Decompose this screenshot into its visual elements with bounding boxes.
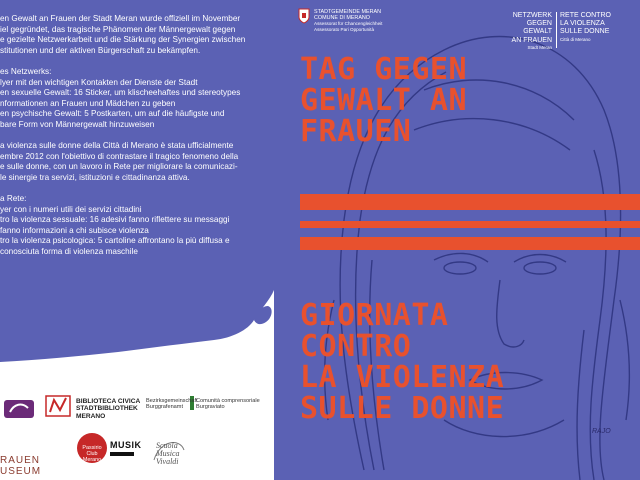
text-line: a violenza sulle donne della Città di Merano è stata ufficialmente bbox=[0, 141, 234, 151]
coat-of-arms-icon bbox=[298, 8, 310, 24]
text-line: iel gegründet, das tragische Phänomen der Männergewalt gegen bbox=[0, 24, 236, 34]
text-line: a Rete: bbox=[0, 194, 27, 204]
logo-text-line: Burggrafenamt bbox=[146, 404, 184, 411]
logo-text-line: Bezirksgemeinschaft bbox=[146, 398, 198, 404]
text-line: embre 2012 con l'obiettivo di contrastare il tragico fenomeno della bbox=[0, 151, 239, 161]
scuola-label bbox=[156, 442, 180, 466]
text-line: le sinergie tra servizi, istituzioni e cittadinanza attiva. bbox=[0, 172, 190, 182]
text-line: nformationen an Frauen und Mädchen zu geben bbox=[0, 98, 176, 108]
logo-text-line: RAUEN bbox=[0, 455, 41, 466]
bezirk-label bbox=[146, 398, 198, 411]
title-line: FRAUEN bbox=[300, 114, 412, 149]
comunita-label bbox=[196, 398, 260, 411]
logo-text-line: Club bbox=[86, 451, 98, 457]
accent-bar bbox=[300, 221, 640, 228]
right-panel bbox=[274, 0, 640, 480]
logo-text-line: Merano bbox=[82, 457, 102, 463]
network-line: NETZWERK bbox=[512, 12, 552, 19]
text-line: bare Form von Männergewalt hinzuweisen bbox=[0, 119, 155, 129]
text-line: tro la violenza sessuale: 16 adesivi fanno riflettere su messaggi bbox=[0, 215, 230, 225]
text-line: lyer mit den wichtigen Kontakten der Dienste der Stadt bbox=[0, 77, 198, 87]
biblioteca-logo bbox=[46, 396, 70, 416]
title-german bbox=[300, 54, 467, 147]
network-city-de: Stadt Meran bbox=[527, 44, 552, 50]
logo-text-line: STADTBIBLIOTHEK bbox=[76, 405, 138, 413]
header-divider bbox=[556, 12, 557, 48]
frauen-museum-label bbox=[0, 455, 41, 477]
department-de: Assessorat für Chancengleichheit bbox=[314, 21, 383, 27]
text-line: tro la violenza psicologica: 5 cartoline affrontano la più diffusa e bbox=[0, 236, 230, 246]
text-line: es Netzwerks: bbox=[0, 66, 52, 76]
logo-text-line: USEUM bbox=[0, 466, 42, 477]
frauen-museum-logo bbox=[4, 400, 34, 418]
text-line: conosciuta forma di violenza maschile bbox=[0, 247, 138, 257]
accent-bar bbox=[300, 237, 640, 250]
network-city-it: Città di Merano bbox=[560, 36, 591, 42]
network-line: RETE CONTRO bbox=[560, 12, 611, 19]
title-line: TAG GEGEN bbox=[300, 52, 468, 87]
title-line: GIORNATA bbox=[300, 298, 449, 333]
passirio-label bbox=[82, 445, 102, 463]
title-line: GEWALT AN bbox=[300, 83, 468, 118]
network-line: SULLE DONNE bbox=[560, 28, 610, 36]
text-line: en Gewalt an Frauen der Stadt Meran wurde offiziell im November bbox=[0, 14, 241, 23]
musik-label: MUSIK bbox=[110, 440, 142, 450]
title-line: SULLE DONNE bbox=[300, 391, 505, 426]
text-line: fanno informazioni a chi subisce violenza bbox=[0, 225, 149, 235]
logo-text-line: Burgraviato bbox=[196, 404, 225, 411]
text-line: yer con i numeri utili dei servizi cittadini bbox=[0, 204, 142, 214]
network-title-it bbox=[560, 12, 630, 43]
accent-bar bbox=[300, 194, 640, 210]
logo-text-line: Musica bbox=[156, 449, 180, 458]
text-line: e sulle donne, con un lavoro in Rete per migliorare la comunicazi- bbox=[0, 162, 238, 172]
text-line: stitutionen und der aktiven Bürgerschaft zu bekämpfen. bbox=[0, 45, 201, 55]
title-line: LA VIOLENZA bbox=[300, 360, 505, 395]
logo-text-line: Passirio bbox=[82, 445, 102, 451]
network-line: GEGEN GEWALT bbox=[523, 20, 552, 36]
network-line: LA VIOLENZA bbox=[560, 20, 605, 28]
city-header bbox=[314, 10, 382, 32]
text-line: en sexuelle Gewalt: 16 Sticker, um klischeehaftes und stereotypes bbox=[0, 88, 241, 98]
city-name-de: STADTGEMEINDE MERAN bbox=[314, 9, 381, 15]
network-line: AN FRAUEN bbox=[511, 36, 552, 44]
department-it: Assessorato Pari Opportunità bbox=[314, 26, 375, 32]
artist-signature: RAJO bbox=[592, 428, 611, 435]
city-name-it: COMUNE DI MERANO bbox=[314, 14, 371, 21]
logo-text-line: Comunità comprensoriale bbox=[196, 398, 260, 404]
musik-logo bbox=[110, 452, 134, 456]
text-line: en psychische Gewalt: 5 Postkarten, um auf die häufigste und bbox=[0, 109, 225, 119]
network-title-de bbox=[498, 12, 552, 51]
title-italian bbox=[300, 300, 504, 424]
text-line: e gezielte Netzwerkarbeit und die Stärkung der Synergien zwischen bbox=[0, 35, 246, 45]
logo-text-line: Scuola bbox=[156, 441, 178, 450]
logo-text-line: MERANO bbox=[76, 412, 106, 420]
biblioteca-label bbox=[76, 398, 140, 420]
logo-text-line: Vivaldi bbox=[156, 457, 179, 466]
logo-text-line: BIBLIOTECA CIVICA bbox=[76, 398, 141, 405]
network-description bbox=[0, 14, 272, 258]
left-panel bbox=[0, 0, 274, 480]
title-line: CONTRO bbox=[300, 329, 412, 364]
